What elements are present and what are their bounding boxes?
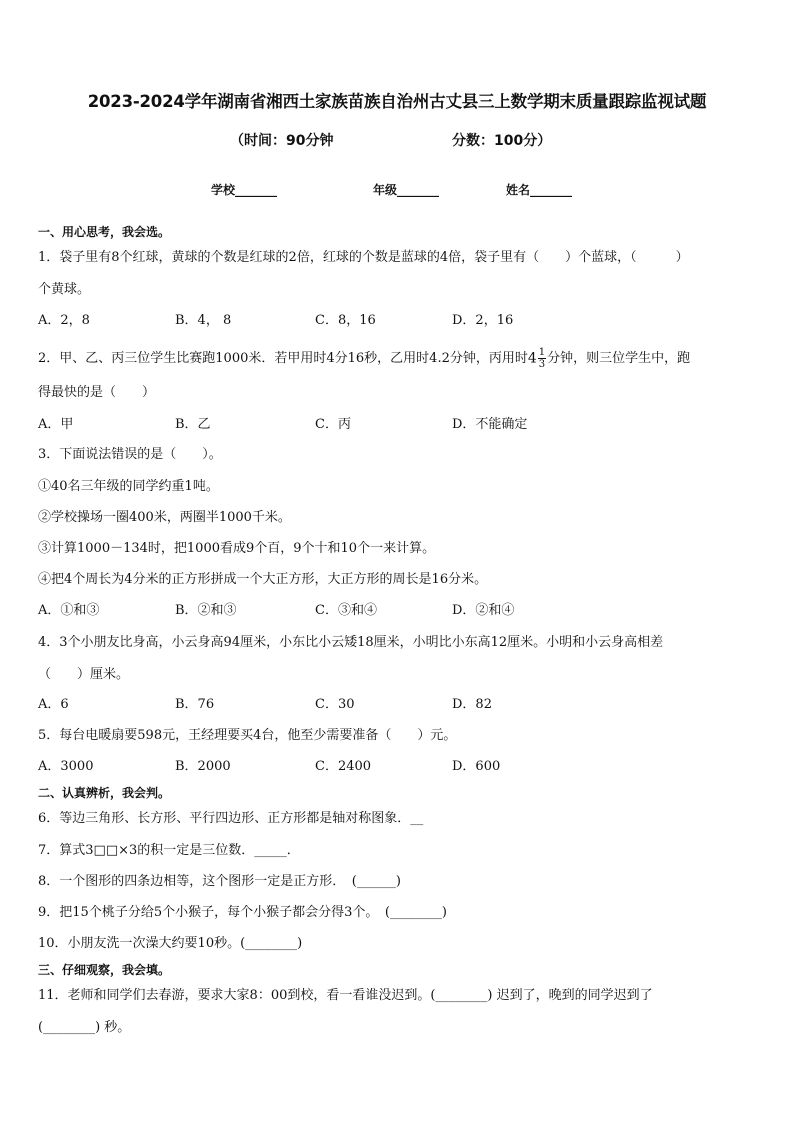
question-1-option-c[interactable]: C．8，16 (315, 313, 376, 328)
fraction-numerator: 1 (538, 347, 546, 358)
question-3-option-b[interactable]: B．②和③ (175, 603, 237, 618)
question-5-option-b[interactable]: B．2000 (175, 759, 231, 774)
question-2-option-d[interactable]: D．不能确定 (452, 417, 528, 432)
question-2-text-pre: 2．甲、乙、丙三位学生比赛跑1000米．若甲用时4分16秒，乙用时4.2分钟，丙用时 (38, 351, 528, 366)
section-heading-3: 三、仔细观察，我会填。 (38, 963, 171, 977)
question-8: 8．一个图形的四条边相等，这个图形一定是正方形． (______) (38, 874, 401, 889)
exam-subtitle (0, 130, 794, 150)
question-6: 6．等边三角形、长方形、平行四边形、正方形都是轴对称图象．__ (38, 811, 424, 826)
grade-field: 年级_______ (373, 183, 440, 197)
question-1-line-1: 1．袋子里有8个红球，黄球的个数是红球的2倍，红球的个数是蓝球的4倍，袋子里有（ ）个蓝球，（ ） (38, 250, 689, 265)
school-field: 学校_______ (211, 183, 278, 197)
question-4-line-2: （ ）厘米。 (38, 667, 130, 682)
question-4-option-b[interactable]: B．76 (175, 697, 215, 712)
question-1-line-2: 个黄球。 (38, 282, 91, 297)
question-3-statement-4: ④把4个周长为4分米的正方形拼成一个大正方形，大正方形的周长是16分米。 (38, 572, 488, 587)
question-4-option-a[interactable]: A．6 (38, 697, 69, 712)
name-field: 姓名_______ (506, 183, 573, 197)
question-2-option-a[interactable]: A．甲 (38, 417, 74, 432)
exam-score: 分数：100分） (452, 133, 552, 149)
question-3-line-1: 3．下面说法错误的是（ ）。 (38, 447, 222, 462)
mixed-number-whole: 4 (527, 350, 537, 367)
question-4-option-c[interactable]: C．30 (315, 697, 355, 712)
question-10: 10．小朋友洗一次澡大约要10秒。(________) (38, 936, 303, 951)
question-2-line-2: 得最快的是（ ） (38, 385, 156, 400)
student-info (0, 181, 794, 201)
question-11-line-2: (________) 秒。 (38, 1020, 131, 1035)
fraction-denominator: 3 (538, 359, 546, 370)
question-1-option-d[interactable]: D．2，16 (452, 313, 514, 328)
question-3-statement-2: ②学校操场一圈400米，两圈半1000千米。 (38, 510, 291, 525)
question-3-option-c[interactable]: C．③和④ (315, 603, 377, 618)
question-7: 7．算式3□□×3的积一定是三位数．_____． (38, 843, 300, 858)
question-9: 9．把15个桃子分给5个小猴子，每个小猴子都会分得3个。 (________) (38, 905, 447, 920)
question-4-option-d[interactable]: D．82 (452, 697, 492, 712)
question-5-option-a[interactable]: A．3000 (38, 759, 94, 774)
question-4-line-1: 4．3个小朋友比身高，小云身高94厘米，小东比小云矮18厘米，小明比小东高12厘米。小明和小云身高相差 (38, 635, 664, 650)
question-1-option-a[interactable]: A．2，8 (38, 313, 90, 328)
section-heading-1: 一、用心思考，我会选。 (38, 225, 171, 239)
question-3-option-d[interactable]: D．②和④ (452, 603, 515, 618)
exam-time: （时间：90分钟 (230, 133, 334, 149)
question-5-option-d[interactable]: D．600 (452, 759, 501, 774)
question-3-statement-3: ③计算1000－134时，把1000看成9个百，9个十和10个一来计算。 (38, 541, 436, 556)
question-2-option-b[interactable]: B．乙 (175, 417, 211, 432)
question-11-line-1: 11．老师和同学们去春游，要求大家8：00到校，看一看谁没迟到。(________) 迟到了，晚到的同学迟到了 (38, 988, 653, 1003)
question-5-line-1: 5．每台电暖扇要598元，王经理要买4台，他至少需要准备（ ）元。 (38, 728, 457, 743)
exam-title: 2023-2024学年湖南省湘西土家族苗族自治州古丈县三上数学期末质量跟踪监视试题 (87, 92, 707, 111)
question-3-option-a[interactable]: A．①和③ (38, 603, 100, 618)
question-1-option-b[interactable]: B．4， 8 (175, 313, 232, 328)
question-2-text-post: 分钟，则三位学生中，跑 (547, 351, 691, 366)
question-2-option-c[interactable]: C．丙 (315, 417, 351, 432)
question-3-statement-1: ①40名三年级的同学约重1吨。 (38, 479, 219, 494)
fraction-one-third (538, 347, 546, 370)
question-5-option-c[interactable]: C．2400 (315, 759, 372, 774)
question-2-line-1 (38, 347, 690, 370)
section-heading-2: 二、认真辨析，我会判。 (38, 786, 171, 800)
